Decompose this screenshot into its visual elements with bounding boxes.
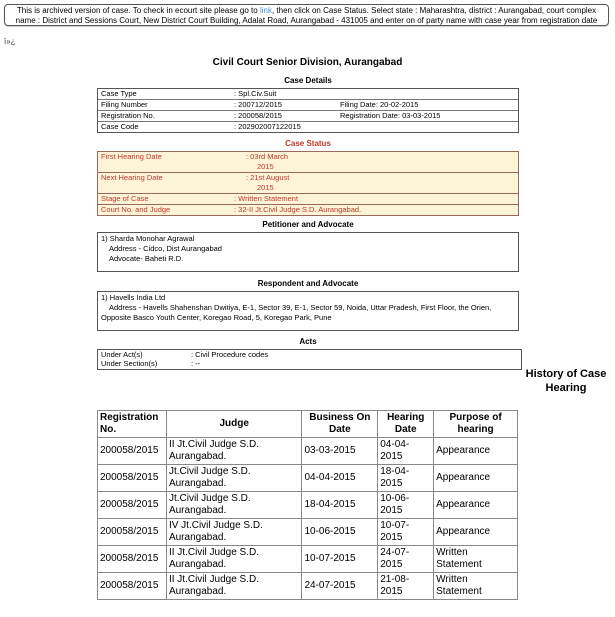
notice-text-before: This is archived version of case. To check in ecourt site please go to bbox=[16, 6, 260, 15]
cell-hearing-date: 24-07-2015 bbox=[378, 546, 434, 573]
acts-box bbox=[97, 349, 522, 370]
cell-purpose: Written Statement bbox=[434, 573, 518, 600]
case-code-row bbox=[98, 122, 518, 132]
cell-purpose: Appearance bbox=[434, 519, 518, 546]
court-title: Civil Court Senior Division, Aurangabad bbox=[212, 57, 403, 68]
table-row bbox=[98, 519, 518, 546]
row-value: : 200712/2015 bbox=[234, 100, 282, 109]
row-label: Registration No. bbox=[101, 111, 155, 120]
table-row bbox=[98, 438, 518, 465]
col-registration-no: Registration No. bbox=[98, 411, 167, 438]
cell-registration-no: 200058/2015 bbox=[98, 438, 167, 465]
row-label: Case Code bbox=[101, 122, 139, 131]
cell-purpose: Appearance bbox=[434, 438, 518, 465]
row-extra bbox=[340, 89, 518, 99]
case-status-box bbox=[97, 151, 519, 216]
respondent-box bbox=[97, 291, 519, 331]
row-value: : Spl.Civ.Suit bbox=[234, 89, 277, 98]
cell-purpose: Written Statement bbox=[434, 546, 518, 573]
court-judge-row bbox=[98, 205, 518, 215]
first-hearing-value: : 03rd March bbox=[246, 152, 289, 161]
cell-registration-no: 200058/2015 bbox=[98, 492, 167, 519]
table-row bbox=[98, 573, 518, 600]
ecourt-link[interactable]: link bbox=[259, 6, 272, 15]
case-details-box bbox=[97, 88, 519, 133]
filing-number-row bbox=[98, 100, 518, 111]
under-sections-row bbox=[98, 359, 521, 368]
cell-hearing-date: 10-06-2015 bbox=[378, 492, 434, 519]
row-value: : 202902007122015 bbox=[234, 122, 301, 131]
first-hearing-row bbox=[98, 152, 518, 173]
case-details-title: Case Details bbox=[284, 76, 332, 85]
cell-hearing-date: 10-07-2015 bbox=[378, 519, 434, 546]
court-judge-label: Court No. and Judge bbox=[101, 205, 171, 214]
cell-business-date: 18-04-2015 bbox=[302, 492, 378, 519]
petitioner-box bbox=[97, 232, 519, 272]
cell-registration-no: 200058/2015 bbox=[98, 573, 167, 600]
respondent-title: Respondent and Advocate bbox=[257, 279, 359, 288]
row-value: : 200058/2015 bbox=[234, 111, 282, 120]
registration-date: Registration Date: 03-03-2015 bbox=[340, 111, 441, 120]
cell-business-date: 10-06-2015 bbox=[302, 519, 378, 546]
next-hearing-year: 2015 bbox=[257, 183, 274, 192]
cell-registration-no: 200058/2015 bbox=[98, 546, 167, 573]
cell-judge: Jt.Civil Judge S.D. Aurangabad. bbox=[166, 492, 301, 519]
next-hearing-row bbox=[98, 173, 518, 194]
cell-hearing-date: 04-04-2015 bbox=[378, 438, 434, 465]
history-title: History of Case Hearing bbox=[525, 368, 607, 394]
case-type-row bbox=[98, 89, 518, 100]
stage-value: : Written Statement bbox=[234, 194, 299, 203]
respondent-name: 1) Havells India Ltd bbox=[101, 293, 166, 302]
cell-business-date: 04-04-2015 bbox=[302, 465, 378, 492]
notice-text-after: , then click on Case Status. Select state : Maharashtra, district : Aurangabad, court complex name : District and Sessions Court, New District Court Building, Adalat Road, Aurangabad - 431005 and enter on of party name with case year from registration date bbox=[15, 6, 598, 25]
cell-judge: IV Jt.Civil Judge S.D. Aurangabad. bbox=[166, 519, 301, 546]
cell-judge: II Jt.Civil Judge S.D. Aurangabad. bbox=[166, 546, 301, 573]
cell-judge: Jt.Civil Judge S.D. Aurangabad. bbox=[166, 465, 301, 492]
table-row bbox=[98, 465, 518, 492]
registration-no-row bbox=[98, 111, 518, 122]
next-hearing-label: Next Hearing Date bbox=[101, 173, 163, 182]
col-purpose: Purpose of hearing bbox=[434, 411, 518, 438]
petitioner-address: Address - Cidco, Dist Aurangabad bbox=[109, 244, 222, 253]
history-header-row bbox=[98, 411, 518, 438]
case-status-title: Case Status bbox=[285, 139, 331, 148]
under-sections-value: : -- bbox=[191, 359, 201, 368]
col-hearing-date: Hearing Date bbox=[378, 411, 434, 438]
cell-business-date: 24-07-2015 bbox=[302, 573, 378, 600]
under-sections-label: Under Section(s) bbox=[101, 359, 158, 368]
cell-judge: II Jt.Civil Judge S.D. Aurangabad. bbox=[166, 438, 301, 465]
cell-registration-no: 200058/2015 bbox=[98, 465, 167, 492]
encoding-artifact: ï»¿ bbox=[4, 37, 16, 46]
cell-judge: II Jt.Civil Judge S.D. Aurangabad. bbox=[166, 573, 301, 600]
cell-hearing-date: 18-04-2015 bbox=[378, 465, 434, 492]
row-extra bbox=[340, 122, 518, 132]
cell-registration-no: 200058/2015 bbox=[98, 519, 167, 546]
table-row bbox=[98, 546, 518, 573]
row-label: Filing Number bbox=[101, 100, 148, 109]
col-judge: Judge bbox=[166, 411, 301, 438]
petitioner-advocate: Advocate- Baheti R.D. bbox=[109, 254, 184, 263]
under-acts-row bbox=[98, 350, 521, 359]
cell-business-date: 03-03-2015 bbox=[302, 438, 378, 465]
stage-label: Stage of Case bbox=[101, 194, 149, 203]
respondent-address: Address - Havells Shahenshan Dwitiya, E-1, Sector 39, E-1, Sector 59, Noida, Uttar Pradesh, First Floor, the Orien, Opposite Basco Youth Center, Koregao Road, 5, Koregao Park, Pune bbox=[101, 303, 492, 322]
cell-purpose: Appearance bbox=[434, 465, 518, 492]
col-business-date: Business On Date bbox=[302, 411, 378, 438]
history-table bbox=[97, 410, 518, 600]
acts-title: Acts bbox=[299, 337, 317, 346]
row-label: Case Type bbox=[101, 89, 137, 98]
stage-row bbox=[98, 194, 518, 205]
under-acts-value: : Civil Procedure codes bbox=[191, 350, 269, 359]
table-row bbox=[98, 492, 518, 519]
first-hearing-year: 2015 bbox=[257, 162, 274, 171]
cell-business-date: 10-07-2015 bbox=[302, 546, 378, 573]
under-acts-label: Under Act(s) bbox=[101, 350, 143, 359]
cell-purpose: Appearance bbox=[434, 492, 518, 519]
petitioner-name: 1) Sharda Monohar Agrawal bbox=[101, 234, 195, 243]
cell-hearing-date: 21-08-2015 bbox=[378, 573, 434, 600]
archive-notice bbox=[4, 4, 609, 26]
court-judge-value: : 32-II Jt.Civil Judge S.D. Aurangabad. bbox=[234, 205, 362, 214]
first-hearing-label: First Hearing Date bbox=[101, 152, 162, 161]
petitioner-title: Petitioner and Advocate bbox=[262, 220, 354, 229]
next-hearing-value: : 21st August bbox=[246, 173, 290, 182]
filing-date: Filing Date: 20-02-2015 bbox=[340, 100, 419, 109]
